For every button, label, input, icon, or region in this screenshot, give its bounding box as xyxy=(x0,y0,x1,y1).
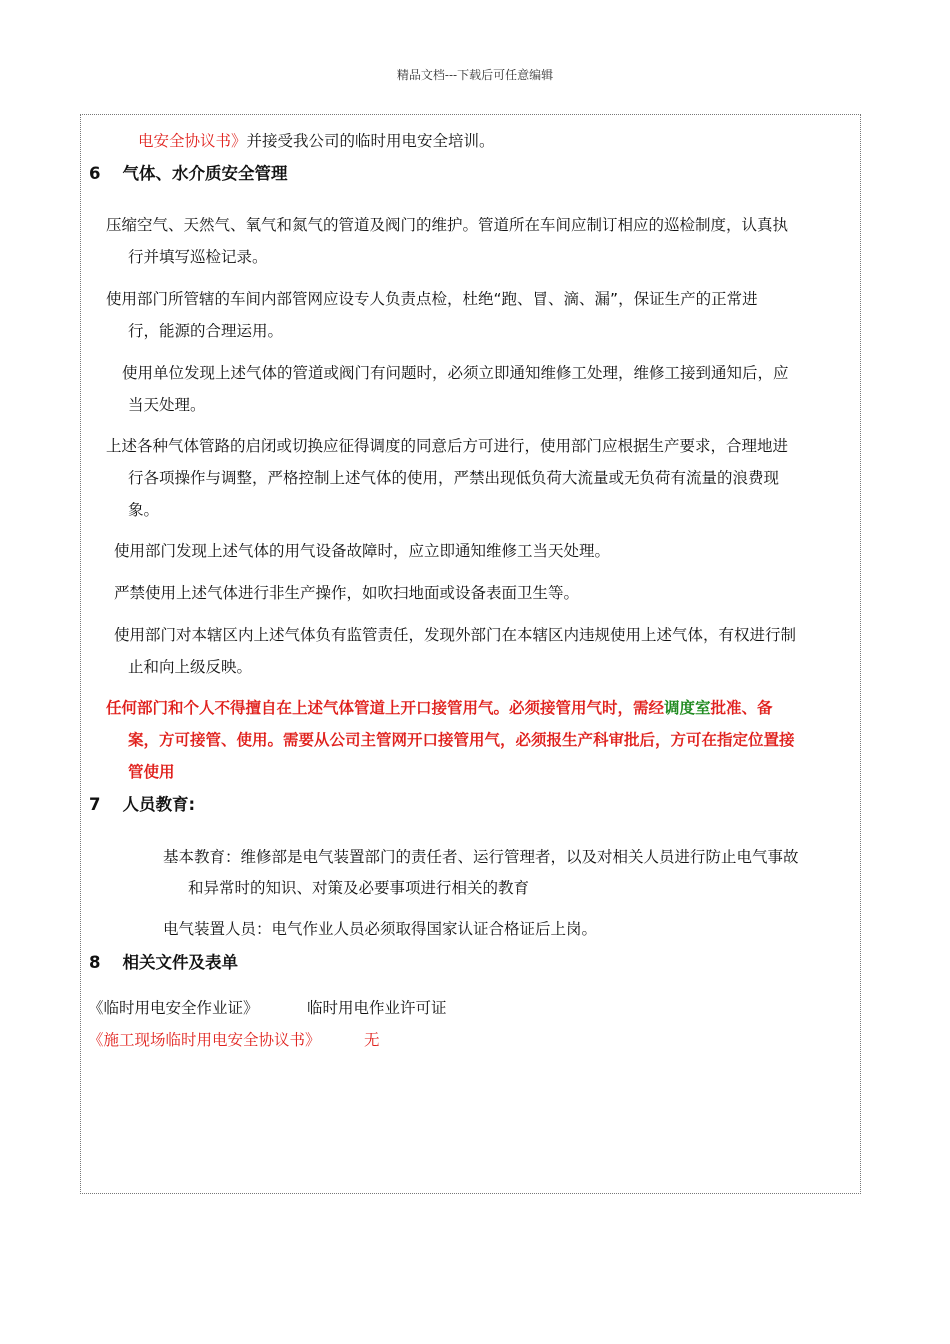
section-7-title: 人员教育 xyxy=(122,795,189,814)
s6-warning-l1-a: 任何部门和个人不得擅自在上述气体管道上开口接管用气。必须接管用气时，需经 xyxy=(106,699,665,717)
s6-p5: 使用部门发现上述气体的用气设备故障时，应立即通知维修工当天处理。 xyxy=(114,542,611,560)
section-7-heading xyxy=(89,795,195,815)
s6-warning-l3: 管使用 xyxy=(128,763,175,781)
s6-p4-l1: 上述各种气体管路的启闭或切换应征得调度的同意后方可进行，使用部门应根据生产要求，合理地进 xyxy=(106,437,789,455)
section-8-title: 相关文件及表单 xyxy=(122,953,238,972)
s6-p1-l1: 压缩空气、天然气、氧气和氮气的管道及阀门的维护。管道所在车间应制订相应的巡检制度，认真执 xyxy=(106,216,789,234)
s6-p7-l2: 止和向上级反映。 xyxy=(128,658,253,676)
s6-p2-l1: 使用部门所管辖的车间内部管网应设专人负责点检，杜绝“跑、冒、滴、漏”，保证生产的正常进 xyxy=(106,290,758,308)
intro-red-text: 电安全协议书》 xyxy=(138,132,247,150)
s6-p2-l2: 行，能源的合理运用。 xyxy=(128,322,284,340)
s6-p4-l3: 象。 xyxy=(128,501,160,519)
s8-row-2-doc: 《施工现场临时用电安全协议书》 xyxy=(88,1031,321,1049)
intro-line xyxy=(138,131,495,151)
s6-p3-l1: 使用单位发现上述气体的管道或阀门有问题时，必须立即通知维修工处理，维修工接到通知后，应 xyxy=(122,364,789,382)
s6-p1-l2: 行并填写巡检记录。 xyxy=(128,248,268,266)
s7-p2: 电气装置人员：电气作业人员必须取得国家认证合格证后上岗。 xyxy=(163,920,598,938)
page-header: 精品文档---下载后可任意编辑 xyxy=(396,68,554,82)
s6-p6: 严禁使用上述气体进行非生产操作，如吹扫地面或设备表面卫生等。 xyxy=(114,584,580,602)
s8-row-1-form: 临时用电作业许可证 xyxy=(307,999,447,1017)
section-8-heading xyxy=(89,953,238,973)
s8-row-2-form: 无 xyxy=(364,1031,380,1049)
section-8-number: 8 xyxy=(89,953,101,972)
s6-warning-l2: 案，方可接管、使用。需要从公司主管网开口接管用气，必须报生产科审批后，方可在指定位置接 xyxy=(128,731,795,749)
s6-warning-l1-b: 批准、备 xyxy=(710,699,773,717)
s7-p1-l2: 和异常时的知识、对策及必要事项进行相关的教育 xyxy=(188,879,530,897)
section-7-colon: : xyxy=(188,795,196,814)
s6-p7-l1: 使用部门对本辖区内上述气体负有监管责任，发现外部门在本辖区内违规使用上述气体，有权进行制 xyxy=(114,626,797,644)
s8-row-1-doc: 《临时用电安全作业证》 xyxy=(88,999,259,1017)
section-6-title: 气体、水介质安全管理 xyxy=(122,164,288,183)
s7-p1-l1: 基本教育：维修部是电气装置部门的责任者、运行管理者，以及对相关人员进行防止电气事故 xyxy=(163,848,799,866)
section-6-heading xyxy=(89,164,287,184)
s6-warning-l1 xyxy=(106,698,773,718)
s6-p4-l2: 行各项操作与调整，严格控制上述气体的使用，严禁出现低负荷大流量或无负荷有流量的浪费现 xyxy=(128,469,780,487)
s6-p3-l2: 当天处理。 xyxy=(128,396,206,414)
section-6-number: 6 xyxy=(89,164,101,183)
intro-text: 并接受我公司的临时用电安全培训。 xyxy=(246,132,495,150)
s6-warning-dispatch-room: 调度室 xyxy=(664,699,711,717)
section-7-number: 7 xyxy=(89,795,101,814)
